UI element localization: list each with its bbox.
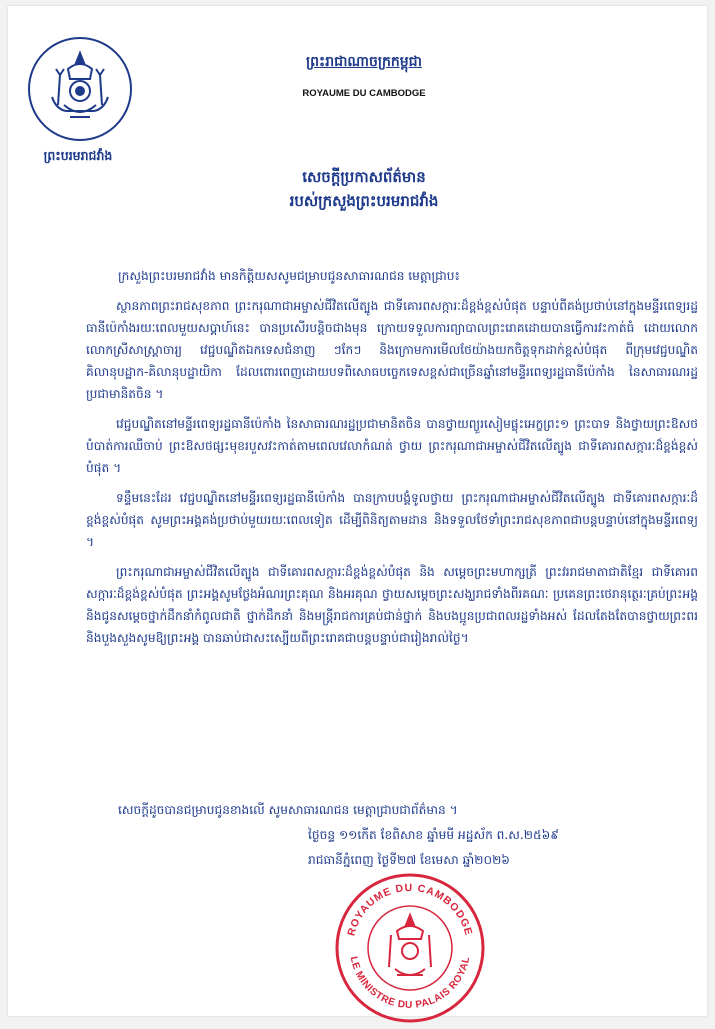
closing-line: សេចក្ដីដូចបានជម្រាបជូនខាងលើ សូមសាធារណជន មេត្តាជ្រាបជាព័ត៌មាន ។ [118,803,458,817]
official-stamp [333,871,487,1025]
stamp-text-top: ROYAUME DU CAMBODGE [345,881,475,938]
body-paragraph: ទន្ទឹមនេះដែរ វេជ្ជបណ្ឌិតនៅមន្ទីរពេទ្យរដ្ឋធានីប៉េកាំង បានក្រាបបង្គំទូលថ្វាយ ព្រះករុណាជាអម្ចាស់ជីវិតលើត្បូង ជាទីគោរពសក្ការៈដ៏ខ្ពង់ខ្ពស់បំផុត សូមព្រះអង្គគង់ប្រថាប់មួយរយៈពេលទៀត ដើម្បីពិនិត្យតាមដាន និងទទួលថែទាំព្រះរាជសុខភាពជាបន្តបន្ទាប់នៅក្នុងមន្ទីរពេទ្យ ។ [86,491,698,549]
stamp-text-bottom: LE MINISTRE DU PALAIS ROYAL [347,955,473,1012]
letter-body [86,265,698,657]
announcement-title: សេចក្ដីប្រកាសព័ត៌មាន [302,168,426,186]
body-paragraph: ស្ថានភាពព្រះរាជសុខភាព ព្រះករុណាជាអម្ចាស់ជីវិតលើត្បូង ជាទីគោរពសក្ការៈដ៏ខ្ពង់ខ្ពស់បំផុត បន្ទាប់ពីគង់ប្រថាប់នៅក្នុងមន្ទីរពេទ្យរដ្ឋធានីប៉េកាំងរយៈពេលមួយសប្ដាហ៍នេះ បានប្រសើរបន្តិចជាងមុន ក្រោយទទួលការព្យាបាលព្រះរោគដោយបានធ្វើការវះកាត់ធំ ដោយលោក លោកស្រីសាស្ត្រាចារ្យ វេជ្ជបណ្ឌិតឯកទេសជំនាញ ៗកែៗ និងក្រោមការមើលថែយ៉ាងយកចិត្តទុកដាក់ខ្ពស់បំផុត ពីក្រុមវេជ្ជបណ្ឌិត គិលានុបដ្ឋាក-គិលានុបដ្ឋាយិកា ដែលពោរពេញដោយបទពិសោធបច្ចេកទេសខ្ពស់ជាច្រើនឆ្នាំនៅមន្ទីរពេទ្យរដ្ឋធានីប៉េកាំង នៃសាធារណរដ្ឋប្រជាមានិតចិន ។ [86,299,698,401]
announcement-subtitle: របស់ក្រសួងព្រះបរមរាជវាំង [289,192,439,210]
svg-text:LE MINISTRE DU PALAIS ROYAL [348,956,473,1012]
body-paragraph: ក្រសួងព្រះបរមរាជវាំង មានកិត្តិយសសូមជម្រាបជូនសាធារណជន មេត្តាជ្រាប៖ [118,269,460,283]
body-paragraph: វេជ្ជបណ្ឌិតនៅមន្ទីរពេទ្យរដ្ឋធានីប៉េកាំង នៃសាធារណរដ្ឋប្រជាមានិតចិន បានថ្វាយព្យួរសៀមផ្លុះអេក្ខព្រះ១ ព្រះបាទ និងថ្វាយព្រះឱសថបំបាត់ការឈឺចាប់ ព្រះឱសថផ្សះមុខរបួសវះកាត់តាមពេលវេលាកំណត់ ថ្វាយ ព្រះករុណាជាអម្ចាស់ជីវិតលើត្បូង ជាទីគោរពសក្ការៈដ៏ខ្ពង់ខ្ពស់បំផុត ។ [86,417,698,475]
palace-name-caption: ព្រះបរមរាជវាំង [43,148,113,163]
lunar-date: ថ្ងៃចន្ទ ១១កើត ខែពិសាខ ឆ្នាំមមី អដ្ឋស័ក ព.ស.២៥៦៩ [308,828,559,842]
kingdom-name-khmer: ព្រះរាជាណាចក្រកម្ពុជា [305,54,422,70]
solar-date: រាជធានីភ្នំពេញ ថ្ងៃទី២៧ ខែមេសា ឆ្នាំ២០២៦ [308,853,510,867]
royal-palace-emblem [28,37,132,141]
kingdom-name-french: ROYAUME DU CAMBODGE [302,88,426,99]
body-paragraph: ព្រះករុណាជាអម្ចាស់ជីវិតលើត្បូង ជាទីគោរពសក្ការៈដ៏ខ្ពង់ខ្ពស់បំផុត និង សម្ដេចព្រះមហាក្សត្រី ព្រះវររាជមាតាជាតិខ្មែរ ជាទីគោរពសក្ការៈដ៏ខ្ពង់ខ្ពស់បំផុត ព្រះអង្គសូមថ្លែងអំណរព្រះគុណ និងអរគុណ ថ្វាយសម្ដេចព្រះសង្ឃរាជទាំងពីរគណៈ ប្រគេនព្រះថេរានុត្ថេរៈគ្រប់ព្រះអង្គ និងជូនសម្ដេចថ្នាក់ដឹកនាំកំពូលជាតិ ថ្នាក់ដឹកនាំ និងមន្ត្រីរាជការគ្រប់ជាន់ថ្នាក់ និងបងប្អូនប្រជាពលរដ្ឋទាំងអស់ ដែលតែងតែបានថ្វាយព្រះពរ និងបួងសួងសូមឱ្យព្រះអង្គ បានឆាប់ជាសះស្បើយពីព្រះរោគជាបន្តបន្ទាប់ជារៀងរាល់ថ្ងៃ។ [86,565,698,645]
letter-page [8,6,707,1016]
